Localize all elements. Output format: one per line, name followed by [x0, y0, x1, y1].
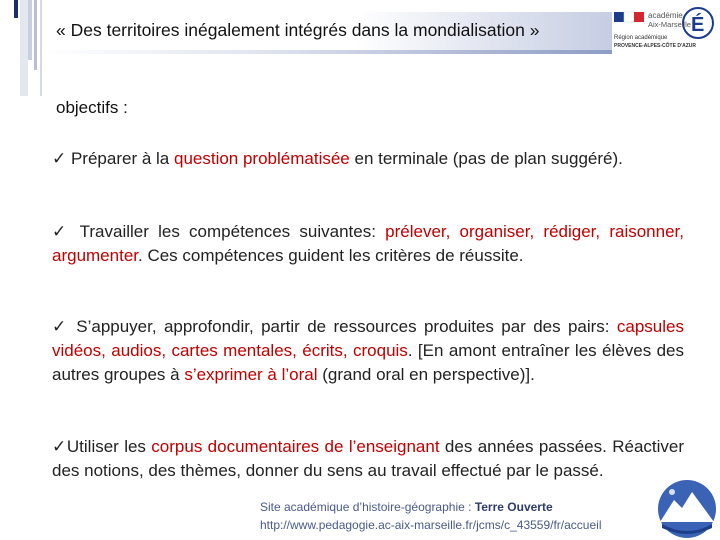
checkmark-icon: ✓: [52, 149, 67, 169]
footer-site-credit: [260, 500, 553, 514]
item-text: Préparer à la: [66, 149, 174, 168]
terre-ouverte-logo: [656, 478, 718, 540]
svg-text:É: É: [691, 14, 705, 36]
item-text: . Ces compétences guident les critères de réussite.: [138, 246, 524, 265]
left-accent-bar: [14, 0, 18, 18]
footer-site-name: Terre Ouverte: [474, 500, 553, 514]
item-text: des années passées. Réactiver des notions, des thèmes, donner du sens au travail effectué par le passé.: [52, 437, 685, 480]
item-highlight: prélever, organiser, rédiger, raisonner, argumenter: [52, 222, 684, 265]
objective-item: [52, 147, 684, 171]
logo-line-2: Aix-Marseille: [648, 20, 691, 29]
item-highlight: corpus documentaires de l’enseignant: [151, 437, 440, 456]
page-title: « Des territoires inégalement intégrés dans la mondialisation »: [56, 20, 540, 40]
item-highlight: question problématisée: [173, 149, 350, 168]
title-underline: [42, 50, 612, 54]
objectives-heading: objectifs :: [56, 98, 128, 117]
objective-item: [52, 315, 684, 387]
logo-line-3: Région académique: [614, 35, 668, 41]
item-highlight: capsules vidéos, audios, cartes mentales, écrits, croquis: [52, 317, 684, 360]
left-accent-bar: [20, 0, 28, 96]
item-text: Travailler les compétences suivantes:: [70, 222, 386, 241]
left-accent-bar: [34, 0, 37, 70]
item-text: (grand oral en perspective)].: [317, 365, 535, 384]
checkmark-icon: ✓: [52, 437, 67, 457]
objective-item: [52, 435, 684, 483]
checkmark-icon: ✓: [52, 222, 71, 242]
item-text: Utiliser les: [66, 437, 152, 456]
logo-line-4: PROVENCE-ALPES-CÔTE D'AZUR: [614, 43, 697, 49]
objective-item: [52, 220, 684, 268]
item-highlight: s’exprimer à l’oral: [184, 365, 318, 384]
footer-site-label: Site académique d’histoire-géographie :: [260, 500, 475, 514]
academy-logo: [612, 6, 716, 54]
item-text: . [En amont entraîner les élèves des autres groupes à: [52, 341, 685, 384]
footer-url[interactable]: http://www.pedagogie.ac-aix-marseille.fr/jcms/c_43559/fr/accueil: [260, 518, 602, 532]
checkmark-icon: ✓: [52, 317, 69, 337]
item-text: S’appuyer, approfondir, partir de ressources produites par des pairs:: [68, 317, 617, 336]
left-accent-bar: [28, 0, 32, 60]
logo-line-1: académie: [648, 11, 683, 20]
item-text: en terminale (pas de plan suggéré).: [349, 149, 623, 168]
